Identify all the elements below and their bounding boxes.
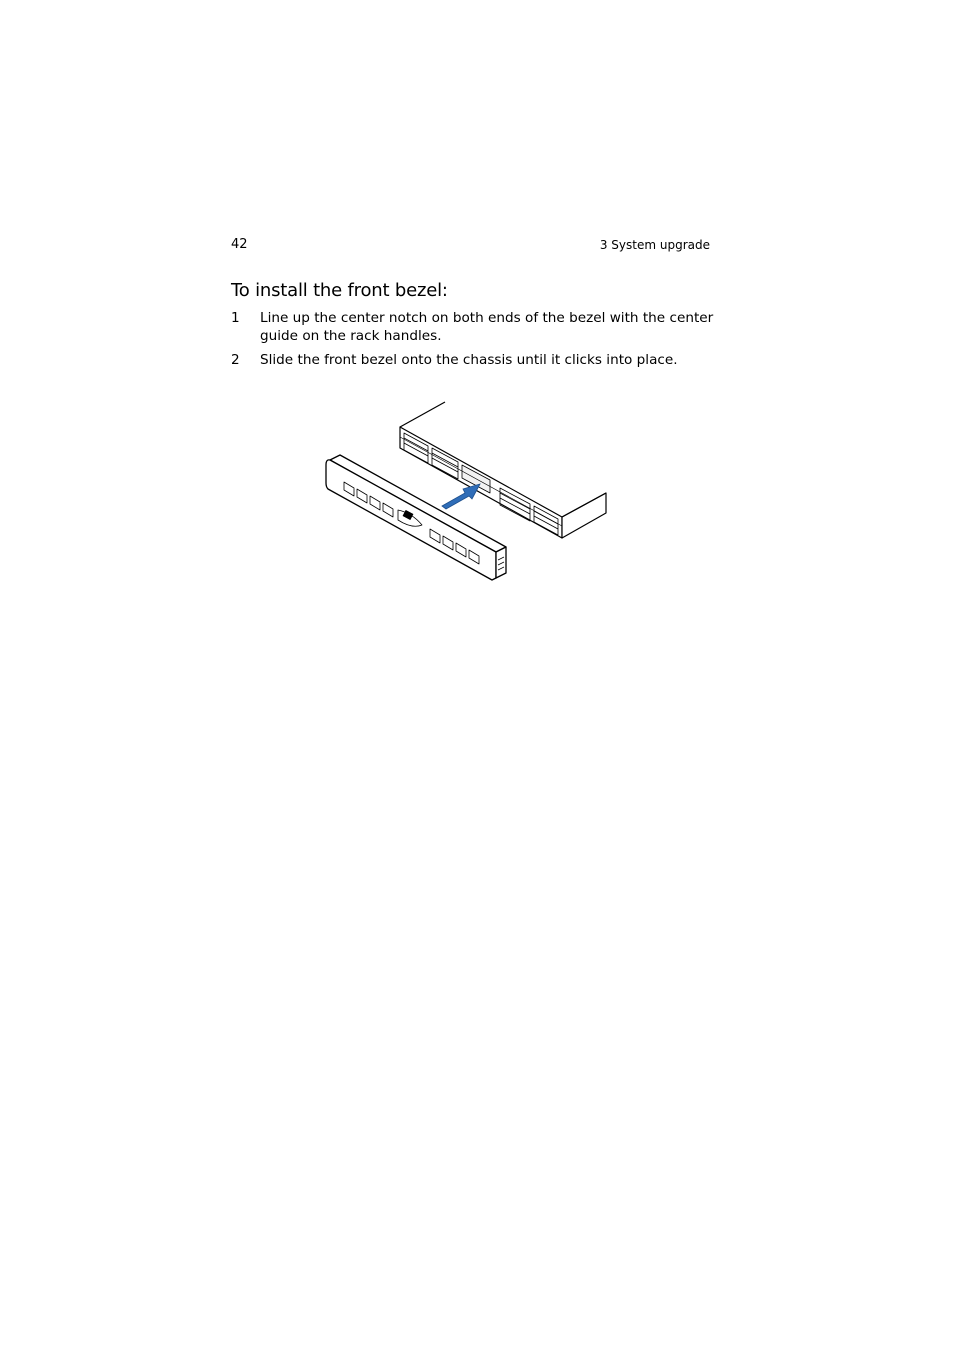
running-header: 3 System upgrade (599, 238, 710, 252)
step-text: Slide the front bezel onto the chassis until it clicks into place. (260, 352, 678, 368)
step-item (231, 351, 731, 369)
insertion-arrow (442, 484, 480, 509)
step-item (231, 309, 731, 345)
step-list (231, 309, 731, 375)
page-number: 42 (231, 237, 248, 252)
bezel-installation-illustration (320, 395, 615, 590)
step-number: 1 (231, 310, 240, 326)
step-number: 2 (231, 352, 240, 368)
section-heading: To install the front bezel: (231, 280, 448, 301)
step-text: Line up the center notch on both ends of the bezel with the center guide on the rack handles. (260, 310, 714, 344)
